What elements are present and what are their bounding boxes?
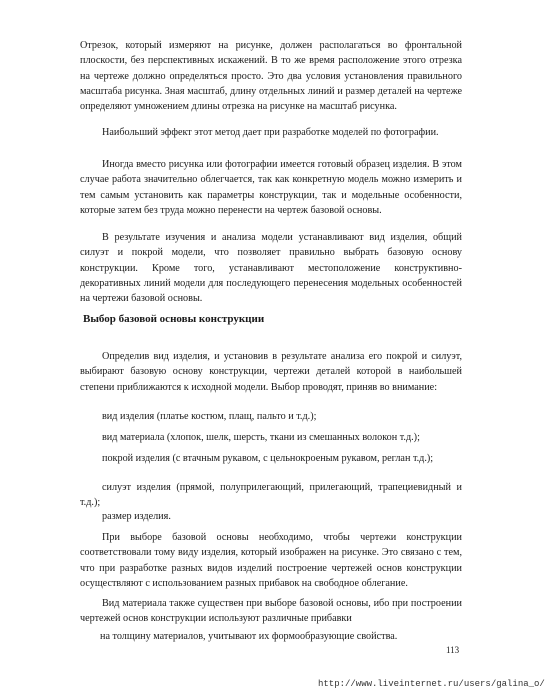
paragraph-scale-conditions: Отрезок, который измеряют на рисунке, должен располагаться во фронтальной плоскости, без перспективных искажений. В то же время расположение этого отрезка на чертеже должно определяться просто. Это два условия установления правильного масштаба рисунка. Зная масштаб, длину отдельных линий и размер деталей на чертеже определяют умножением длины отрезка на рисунке на масштаб рисунка. [80, 40, 462, 113]
paragraph-model-analysis: В результате изучения и анализа модели устанавливают вид изделия, общий силуэт и покрой модели, что позволяет правильно выбрать базовую основу конструкции. Кроме того, устанавливают местоположение конструктивно-декоративных линий модели для последующего перенесения модельных особенностей на чертежи базовой основы. [80, 232, 462, 305]
criteria-item-cut: покрой изделия (с втачным рукавом, с цельнокроеным рукавом, реглан т.д.); [102, 453, 434, 464]
section-heading: Выбор базовой основы конструкции [83, 313, 265, 325]
paragraph-photo-method: Наибольший эффект этот метод дает при разработке моделей по фотографии. [102, 127, 439, 138]
criteria-item-product-type: вид изделия (платье костюм, плащ, пальто и т.д.); [102, 411, 317, 422]
paragraph-material-thickness: на толщину материалов, учитывают их формообразующие свойства. [100, 631, 398, 642]
page-number: 113 [446, 645, 460, 655]
criteria-item-size: размер изделия. [102, 511, 171, 522]
paragraph-base-selection: Определив вид изделия, и установив в результате анализа его покрой и силуэт, выбирают базовую основу конструкции, чертежи деталей которой в наибольшей степени приближаются к исходной модели. Выбор проводят, приняв во внимание: [80, 351, 462, 393]
paragraph-allowances: При выборе базовой основы необходимо, чтобы чертежи конструкции соответствовали тому виду изделия, который изображен на рисунке. Это связано с тем, что при разработке разных видов изделий построение чертежей основ конструкции осуществляют с использованием разных прибавок на свободное облегание. [80, 532, 462, 589]
paragraph-material-type: Вид материала также существен при выборе базовой основы, ибо при построении чертежей основ конструкции используют различные прибавки [80, 598, 462, 625]
source-watermark: http://www.liveinternet.ru/users/galina_o/ [318, 679, 545, 689]
criteria-item-material: вид материала (хлопок, шелк, шерсть, ткани из смешанных волокон т.д.); [102, 432, 420, 443]
paragraph-ready-sample: Иногда вместо рисунка или фотографии имеется готовый образец изделия. В этом случае работа значительно облегчается, так как конкретную модель можно измерить и тем самым установить как параметры конструкции, так и модельные особенности, которые затем без труда можно перенести на чертеж базовой основы. [80, 159, 462, 216]
criteria-item-silhouette: силуэт изделия (прямой, полуприлегающий, прилегающий, трапециевидный и т.д.); [80, 482, 462, 509]
